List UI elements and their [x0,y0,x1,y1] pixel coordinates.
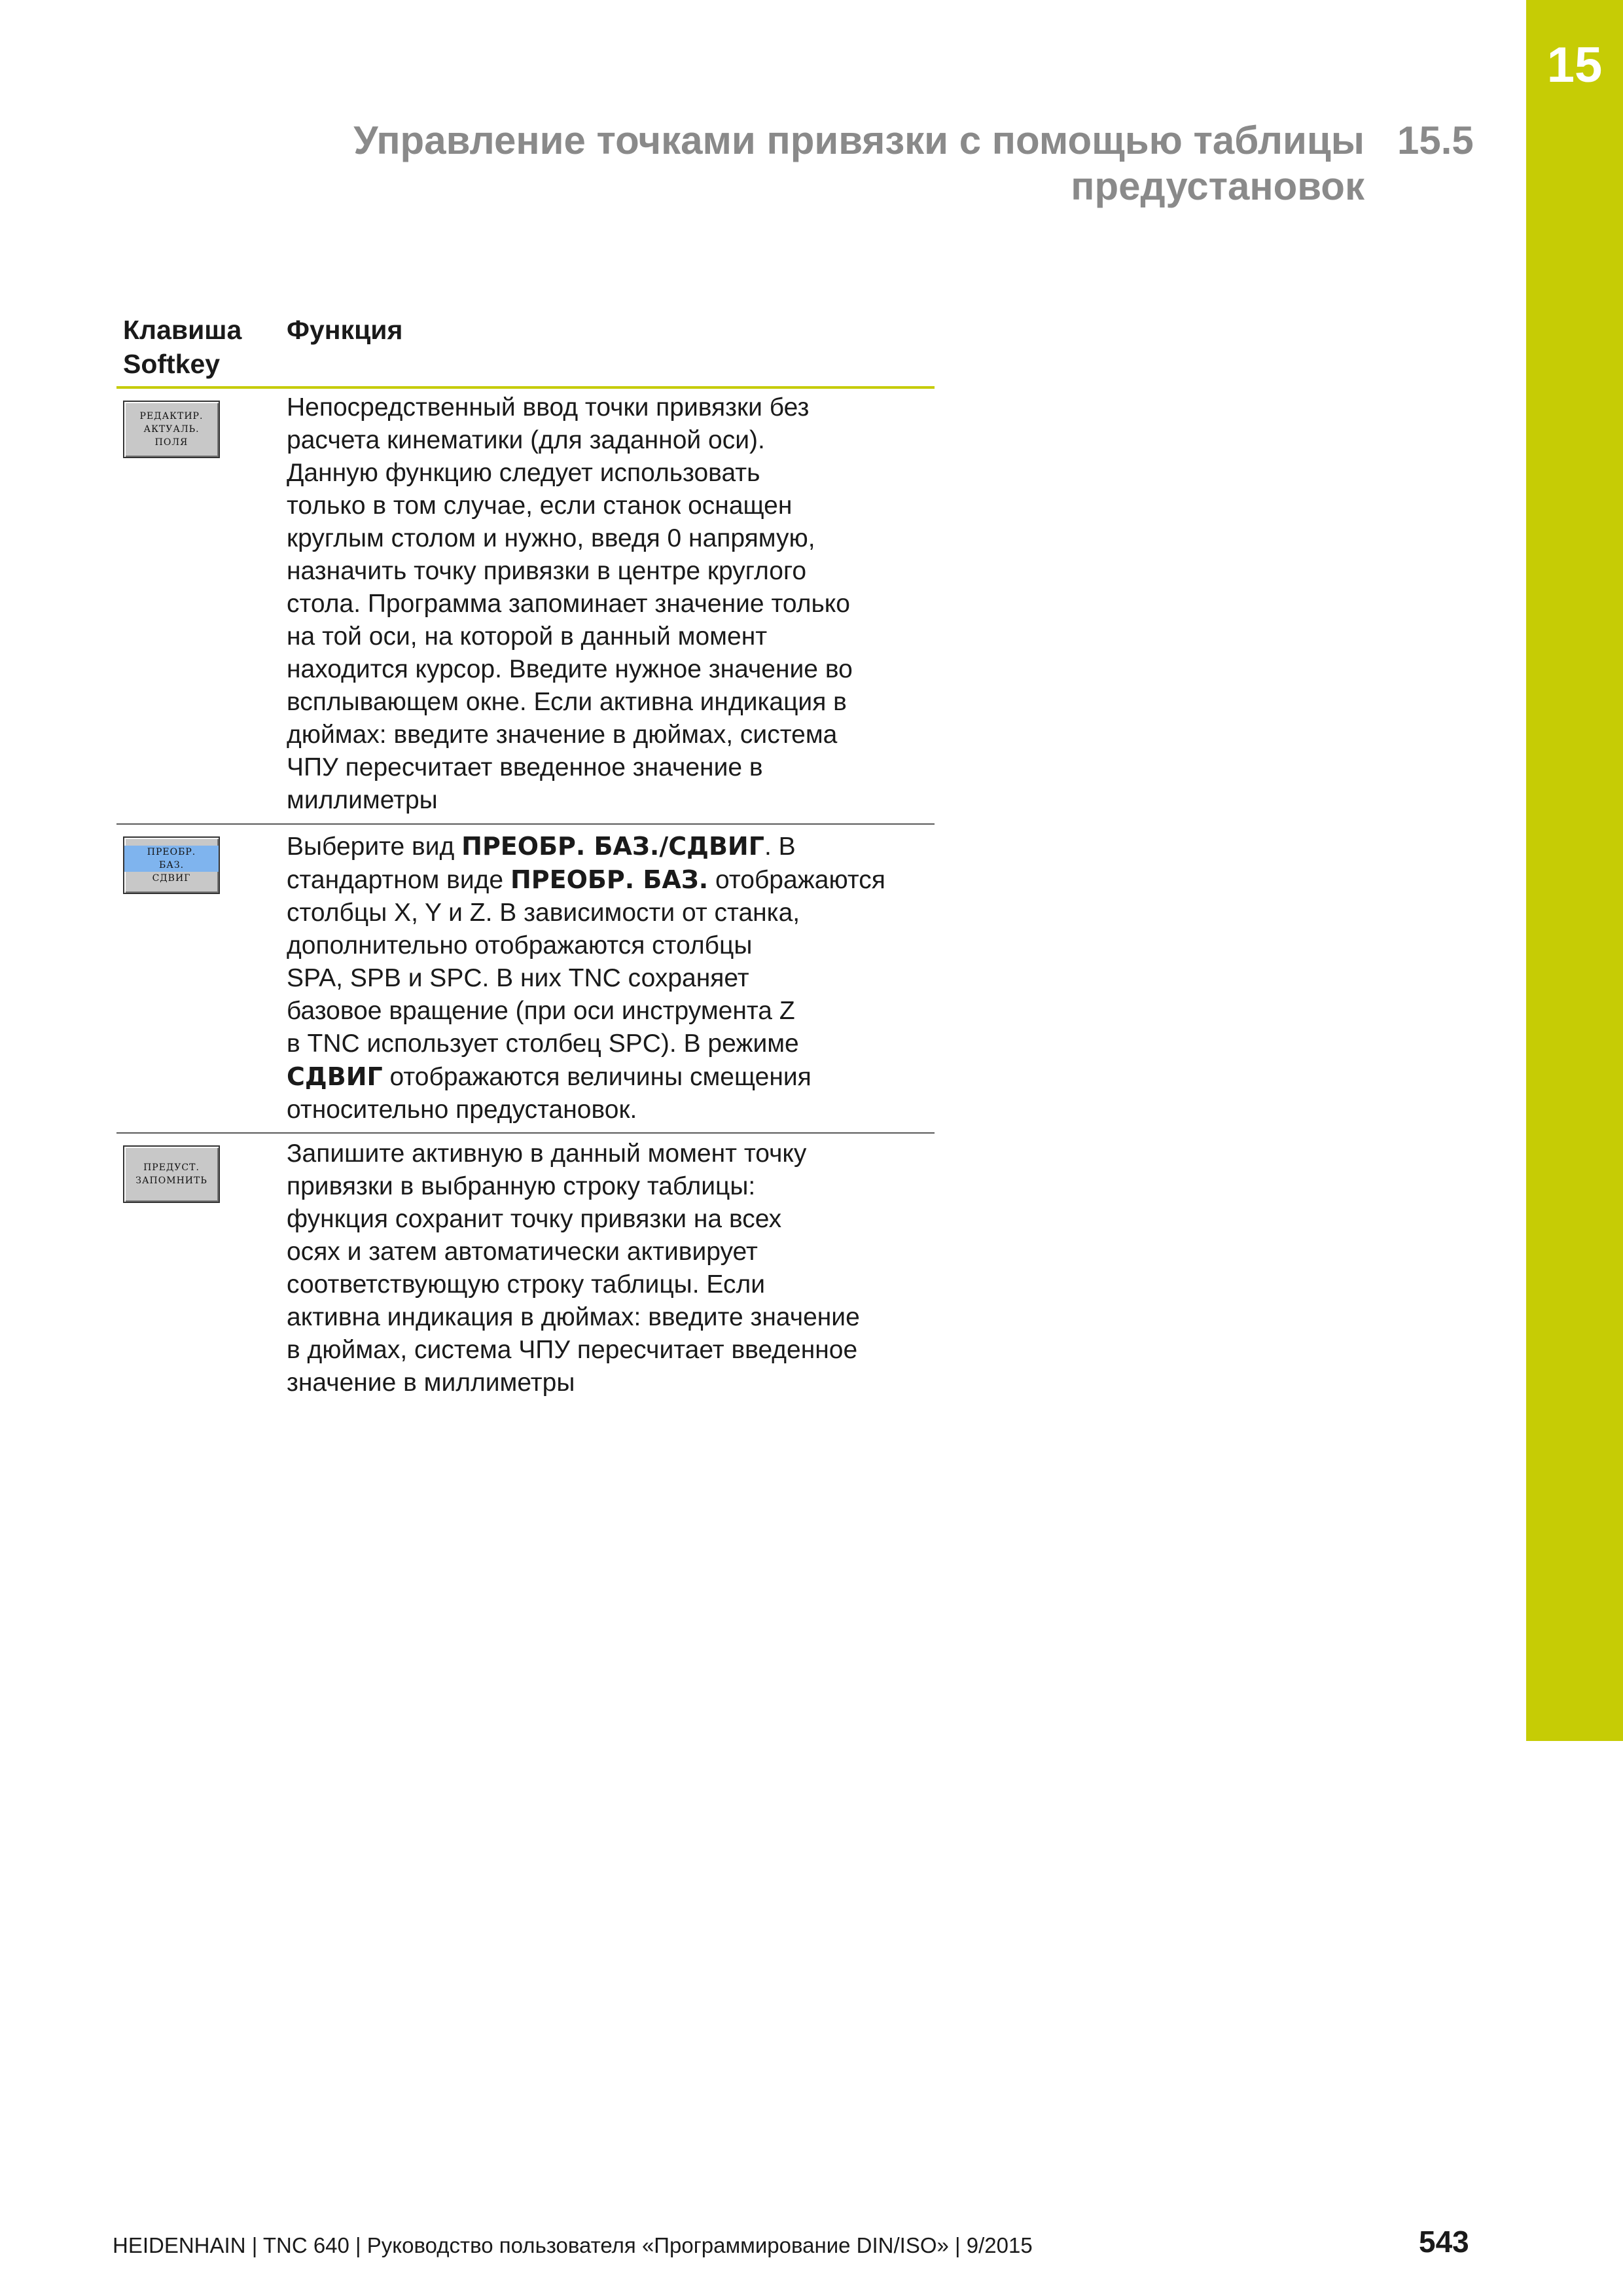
softkey-name-reference: ПРЕОБР. БАЗ. [510,865,709,894]
softkey-label-line: АКТУАЛЬ. [143,424,200,435]
softkey-edit-actual-field-button[interactable] [123,401,220,458]
function-description: Непосредственный ввод точки привязки без расчета кинематики (для заданной оси). Данную функцию следует использовать только в том случае, если станок оснащен круглым столом и нужно, введя 0 напрямую, назначить точку привязки в центре круглого стола. Программа запоминает значение только на той оси, на которой в данный момент находится курсор. Введите нужное значение во всплывающем окне. Если активна индикация в дюймах: введите значение в дюймах, система ЧПУ пересчитает введенное значение в миллиметры [287,393,853,814]
page-number: 543 [1419,2225,1469,2259]
footer-text: HEIDENHAIN | TNC 640 | Руководство пользователя «Программирование DIN/ISO» | 9/2015 [113,2233,1033,2257]
softkey-label-line: РЕДАКТИР. [139,411,204,422]
softkey-label-line: ПОЛЯ [154,437,188,448]
chapter-tab [1526,0,1623,1741]
softkey-name-reference: ПРЕОБР. БАЗ./СДВИГ [461,832,764,861]
column-header-softkey: Клавиша Softkey [123,315,242,379]
softkey-preset-save-button[interactable] [123,1145,220,1203]
section-title [252,118,1364,209]
table-header [116,313,935,389]
softkey-label-line: ПРЕДУСТ. [143,1162,200,1173]
function-description: Выберите вид ПРЕОБР. БАЗ./СДВИГ. В стандартном виде ПРЕОБР. БАЗ. отображаются столбцы X, Y и Z. В зависимости от станка, дополнительно отображаются столбцы SPA, SPB и SPC. В них TNC сохраняет базовое вращение (при оси инструмента Z в TNC использует столбец SPC). В режиме СДВИГ отображаются величины смещения относительно предустановок. [287,832,885,1124]
softkey-basis-transform-offset-button[interactable] [123,836,220,894]
table-row [116,390,935,825]
section-title-text: Управление точками привязки с помощью таблицы предустановок [353,118,1364,208]
section-number: 15.5 [1397,118,1474,162]
table-row [116,826,935,1134]
function-description: Запишите активную в данный момент точку привязки в выбранную строку таблицы: функция сохранит точку привязки на всех осях и затем автоматически активирует соответствующую строку таблицы. Если активна индикация в дюймах: введите значение в дюймах, система ЧПУ пересчитает введенное значение в миллиметры [287,1139,860,1397]
chapter-number: 15 [1546,37,1603,93]
softkey-name-reference: СДВИГ [287,1062,383,1091]
softkey-label-line: ПРЕОБР. [124,846,219,859]
softkey-label-line: СДВИГ [152,873,191,884]
softkey-label-line: ЗАПОМНИТЬ [135,1175,207,1186]
softkey-label-line: БАЗ. [124,859,219,872]
column-header-function: Функция [287,315,403,345]
table-row [116,1135,935,1410]
